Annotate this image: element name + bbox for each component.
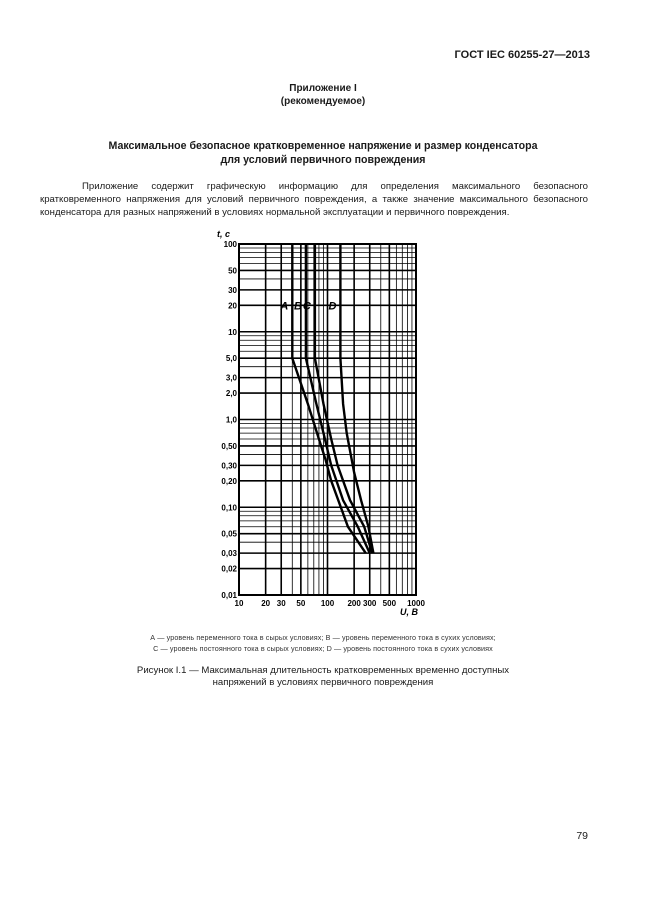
x-tick-label: 100	[320, 599, 335, 608]
appendix-heading	[0, 82, 646, 108]
intro-paragraph	[40, 180, 588, 219]
page-number: 79	[576, 830, 588, 842]
y-axis-label: t, c	[217, 229, 231, 239]
y-tick-labels	[221, 240, 237, 600]
section-title	[0, 139, 646, 167]
y-tick-label: 0,05	[221, 529, 237, 539]
legend-line2: С — уровень постоянного тока в сырых условиях; D — уровень постоянного тока в сухих условиях	[153, 644, 493, 653]
y-tick-label: 10	[228, 327, 237, 337]
x-tick-labels	[235, 599, 426, 608]
appendix-status: (рекомендуемое)	[280, 96, 366, 107]
x-tick-label: 10	[234, 599, 244, 608]
figure-caption-line1: Рисунок I.1 — Максимальная длительность кратковременных временно доступных	[136, 665, 510, 676]
y-tick-label: 5,0	[225, 354, 237, 364]
y-tick-label: 30	[228, 285, 237, 295]
y-tick-label: 0,30	[221, 461, 237, 471]
appendix-title: Приложение I	[289, 83, 357, 94]
figure-caption-line2: напряжений в условиях первичного повреждения	[212, 677, 434, 688]
y-tick-label: 0,10	[221, 503, 237, 513]
x-tick-label: 30	[276, 599, 286, 608]
intro-text: Приложение содержит графическую информацию для определения максимального безопасного кратковременного напряжения для условий первичного повреждения, а также значение максимального безопасного конденсатора для разных напряжений в условиях нормальной эксплуатации и первичного повреждения.	[40, 181, 588, 218]
x-tick-label: 200	[347, 599, 361, 608]
section-title-line2: для условий первичного повреждения	[220, 154, 426, 166]
x-axis-label: U, B	[400, 607, 418, 617]
x-tick-label: 20	[261, 599, 271, 608]
y-tick-label: 1,0	[225, 415, 237, 425]
y-tick-label: 2,0	[225, 389, 237, 399]
series-labels	[279, 300, 336, 312]
x-tick-label: 50	[296, 599, 306, 608]
x-tick-label: 500	[382, 599, 397, 608]
series-a-label: A	[280, 300, 289, 313]
y-tick-label: 0,02	[221, 564, 237, 574]
figure-caption	[0, 665, 646, 689]
section-title-line1: Максимальное безопасное кратковременное напряжение и размер конденсатора	[108, 140, 538, 152]
y-tick-label: 0,50	[221, 441, 237, 451]
legend-line1: А — уровень переменного тока в сырых условиях; В — уровень переменного тока в сухих условиях;	[150, 633, 496, 642]
y-tick-label: 20	[228, 301, 237, 311]
series-b-label: B	[293, 300, 302, 313]
y-tick-label: 100	[223, 240, 237, 249]
standard-code: ГОСТ IEC 60255-27—2013	[454, 49, 590, 61]
voltage-time-chart	[210, 226, 435, 628]
series-d-label: D	[328, 300, 337, 313]
x-tick-label: 1000	[407, 599, 425, 608]
series-c-label: C	[302, 300, 311, 313]
y-tick-label: 3,0	[225, 373, 237, 383]
y-tick-label: 0,01	[221, 591, 237, 600]
y-tick-label: 0,20	[221, 476, 237, 486]
y-tick-label: 50	[228, 266, 237, 276]
y-tick-label: 0,03	[221, 549, 237, 559]
chart-legend	[0, 632, 646, 654]
x-tick-label: 300	[363, 599, 377, 608]
